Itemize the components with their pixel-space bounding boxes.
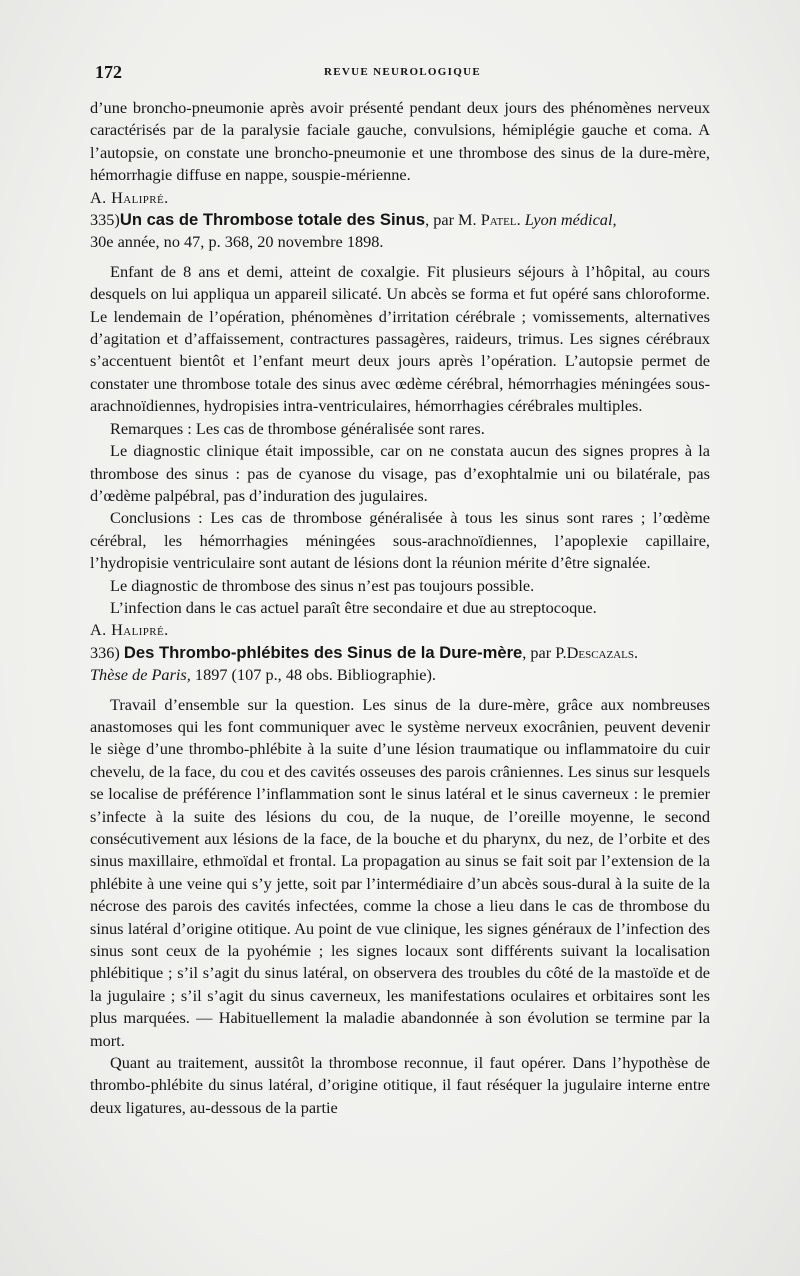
page-header: [95, 62, 710, 86]
article-335-paragraph: Enfant de 8 ans et demi, atteint de coxalgie. Fit plusieurs séjours à l’hôpital, au cours desquels on lui appliqua un appareil silicaté. Un abcès se forma et fut opéré sans chloroforme. Le lendemain de l’opération, phénomènes d’irritation cérébrale ; vomissements, alternatives d’agitation et d’affaissement, contractures passagères, raideurs, trimus. Les signes cérébraux s’accentuent bientôt et l’enfant meurt deux jours après l’opération. L’autopsie permet de constater une thrombose totale des sinus avec œdème cérébral, hémorrhagies méningées sous-arachnoïdiennes, hydropisies intra-ventriculaires, hémorrhagies cérébrales multiples.: [90, 261, 710, 416]
page-body: [90, 97, 710, 1119]
article-336-title: Des Thrombo-phlébites des Sinus de la Dure-mère: [123, 642, 523, 662]
article-336-source: [90, 664, 710, 686]
article-336-paragraph: Quant au traitement, aussitôt la thrombose reconnue, il faut opérer. Dans l’hypothèse de thrombo-phlébite du sinus latéral, d’origine otitique, il faut réséquer la jugulaire interne entre deux ligatures, au-dessous de la partie: [90, 1053, 710, 1117]
article-336-paragraph: Travail d’ensemble sur la question. Les sinus de la dure-mère, grâce aux nombreuses anastomoses qui les font communiquer avec le système nerveux exocrânien, peuvent devenir le siège d’une thrombo-phlébite à la suite d’une lésion traumatique ou inflammatoire du cuir chevelu, de la face, du cou et des cavités osseuses des parois crâniennes. Les sinus sur lesquels se localise de préférence l’inflammation sont le sinus latéral et le sinus caverneux : le premier s’infecte à la suite des lésions du cou, de la nuque, de l’oreille moyenne, le second consécutivement aux lésions de la face, de la bouche et du pharynx, du nez, de l’orbite et des sinus maxillaire, ethmoïdal et frontal. La propagation au sinus se fait soit par l’extension de la phlébite à une veine qui s’y jette, soit par l’intermédiaire d’un abcès sous-dural à la suite de la nécrose des parois des cavités infectées, comme la chose a lieu dans le cas de thrombose du sinus latéral d’origine otitique. Au point de vue clinique, les signes généraux de l’infection des sinus sont ceux de la pyohémie ; les signes locaux sont différents suivant la localisation phlébitique ; s’il s’agit du sinus latéral, on observera des troubles du côté de la mastoïde et de la jugulaire ; s’il s’agit du sinus caverneux, les manifestations oculaires et orbitaires sont les plus marquées. — Habituellement la maladie abandonnée à son évolution se termine par la mort.: [90, 694, 710, 1050]
intro-paragraph: d’une broncho-pneumonie après avoir présenté pendant deux jours des phénomènes nerveux caractérisés par de la paralysie faciale gauche, convulsions, hémiplégie gauche et coma. A l’autopsie, on constate une broncho-pneumonie et une thrombose des sinus de la dure-mère, hémorrhagie diffuse en nappe, souspie-mérienne.: [90, 98, 710, 185]
running-title: REVUE NEUROLOGIQUE: [324, 66, 481, 78]
article-336-by: , par P.: [522, 642, 567, 662]
article-335-journal: Lyon médical,: [524, 210, 617, 230]
article-335-signature: A. Halipré.: [90, 620, 169, 640]
article-335-paragraph: Remarques : Les cas de thrombose généralisée sont rares.: [110, 418, 485, 438]
article-335-number: 335): [90, 210, 120, 230]
article-335-paragraph: Le diagnostic clinique était impossible, car on ne constata aucun des signes propres à la thrombose des sinus : pas de cyanose du visage, pas d’exophtalmie uni ou bilatérale, pas d’œdème palpébral, pas d’induration des jugulaires.: [90, 441, 710, 505]
article-335-title: Un cas de Thrombose totale des Sinus: [119, 210, 426, 230]
article-335-by: , par M.: [425, 210, 477, 230]
article-336-thesis: Thèse de Paris,: [90, 665, 191, 685]
article-335-author: Patel.: [480, 210, 521, 230]
article-336-source-rest: 1897 (107 p., 48 obs. Bibliographie).: [194, 665, 436, 685]
article-336-number: 336): [90, 642, 120, 662]
article-335-heading: [90, 209, 710, 231]
article-335-source: 30e année, no 47, p. 368, 20 novembre 1898.: [90, 232, 384, 252]
intro-signature: A. Halipré.: [90, 187, 169, 207]
article-335-paragraph: Le diagnostic de thrombose des sinus n’est pas toujours possible.: [110, 575, 535, 595]
page-number: 172: [95, 62, 122, 82]
article-335-paragraph: Conclusions : Les cas de thrombose généralisée à tous les sinus sont rares ; l’œdème cérébral, les hémorrhagies méningées sous-arachnoïdiennes, l’apoplexie capillaire, l’hydropisie ventriculaire sont autant de lésions dont la réunion mérite d’être signalée.: [90, 508, 710, 573]
article-336-heading: [90, 642, 710, 664]
article-335-paragraph: L’infection dans le cas actuel paraît être secondaire et due au streptocoque.: [110, 597, 597, 617]
article-336-author: Descazals.: [566, 642, 639, 662]
